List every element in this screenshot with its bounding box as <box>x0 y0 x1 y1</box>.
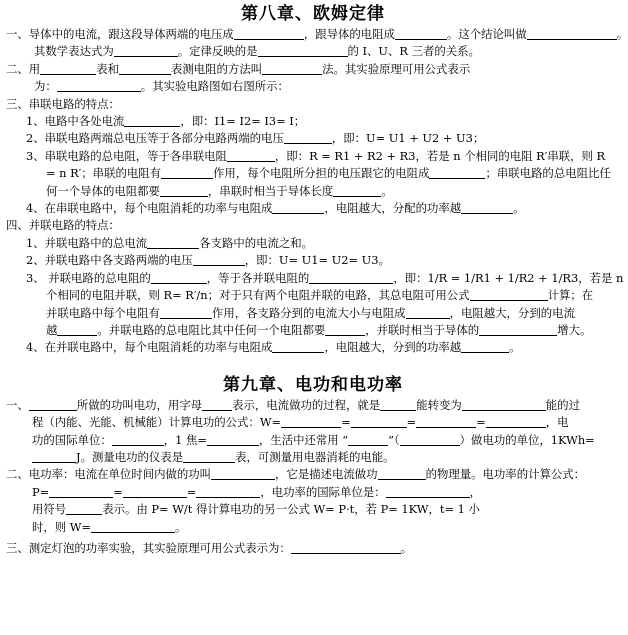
ch8-s2-line1: 二、用 表和 表测电阻的方法叫 法。其实验原理可用公式表示 <box>6 61 471 76</box>
blank[interactable] <box>193 253 245 266</box>
blank[interactable] <box>147 236 199 249</box>
ch8-s4-head: 四、并联电路的特点： <box>6 218 120 233</box>
ch8-s2-line2: 为： 。其实验电路图如右图所示： <box>34 79 289 94</box>
blank[interactable] <box>57 79 141 92</box>
blank[interactable] <box>378 467 426 480</box>
ch8-s3-p2: 2、串联电路两端总电压等于各部分电路两端的电压 ，即：U= U1 + U2 + U3； <box>26 131 485 146</box>
blank[interactable] <box>462 398 546 411</box>
blank[interactable] <box>479 323 557 336</box>
blank[interactable] <box>395 27 447 40</box>
ch8-s4-p4: 4、在并联电路中，每个电阻消耗的功率与电阻成 ，电阻越大，分到的功率越 。 <box>26 340 521 355</box>
blank[interactable] <box>49 485 113 498</box>
ch8-s3-p3-line2: = n R′；串联的电阻有 作用，每个电阻所分担的电压跟它的电阻成 ；串联电路的总电阻比任 <box>46 166 611 181</box>
blank[interactable] <box>123 485 187 498</box>
blank[interactable] <box>227 149 275 162</box>
ch9-s2-line1: 二、电功率：电流在单位时间内做的功叫 ，它是描述电流做功 的物理量。电功率的计算公式： <box>6 467 586 482</box>
ch8-s3-p1: 1、电路中各处电流 ，即：I1= I2= I3= I； <box>26 114 306 129</box>
blank[interactable] <box>119 62 171 75</box>
blank[interactable] <box>258 44 348 57</box>
ch9-s1-line2: 程（内能、光能、机械能）计算电功的公式：W= = = = ，电 <box>32 415 569 430</box>
ch9-s2-line4: 时，则 W= 。 <box>32 519 187 534</box>
blank[interactable] <box>486 415 546 428</box>
ch8-s4-p1: 1、并联电路中的总电流 各支路中的电流之和。 <box>26 235 314 250</box>
ch9-s1-line4: J。测量电功的仪表是 表，可测量用电器消耗的电能。 <box>6 449 614 466</box>
blank[interactable] <box>309 271 393 284</box>
blank[interactable] <box>400 433 460 446</box>
blank[interactable] <box>348 433 388 446</box>
blank[interactable] <box>461 340 509 353</box>
blank[interactable] <box>207 433 259 446</box>
chapter-8-title: 第八章、欧姆定律 <box>241 4 385 24</box>
blank[interactable] <box>211 467 275 480</box>
blank[interactable] <box>183 450 235 463</box>
blank[interactable] <box>161 166 213 179</box>
ch9-s3-line1: 三、测定灯泡的功率实验，其实验原理可用公式表示为： 。 <box>6 540 413 555</box>
blank[interactable] <box>234 27 304 40</box>
blank[interactable] <box>57 323 97 336</box>
ch8-s3-p4: 4、在串联电路中，每个电阻消耗的功率与电阻成 ，电阻越大，分配的功率越 。 <box>26 201 525 216</box>
blank[interactable] <box>272 340 324 353</box>
blank[interactable] <box>151 271 207 284</box>
blank[interactable] <box>284 131 332 144</box>
blank[interactable] <box>406 306 450 319</box>
blank[interactable] <box>124 114 180 127</box>
blank[interactable] <box>40 62 96 75</box>
blank[interactable] <box>325 323 365 336</box>
ch9-s2-line2: P= = = ，电功率的国际单位是： ， <box>32 484 482 499</box>
ch8-s1-line2: 其数学表达式为 。定律反映的是 的 I、U、R 三者的关系。 <box>34 44 480 59</box>
ch9-s1-line3: 功的国际单位： ，1 焦= ，生活中还常用 “ ”（ ）做电功的单位，1KWh= <box>32 432 595 447</box>
ch8-s4-p3-line4: 越 。并联电路的总电阻比其中任何一个电阻都要 ，并联时相当于导体的 增大。 <box>46 322 592 337</box>
blank[interactable] <box>114 44 178 57</box>
blank[interactable] <box>380 398 416 411</box>
blank[interactable] <box>29 398 77 411</box>
blank[interactable] <box>272 201 324 214</box>
ch8-s4-p3-line2: 个相同的电阻并联，则 R= R′/n；对于只有两个电阻并联的电路，其总电阻可用公式 计算；在 <box>46 288 594 303</box>
blank[interactable] <box>291 541 401 554</box>
ch8-s3-p3-line1: 3、串联电路的总电阻，等于各串联电阻 ，即：R = R1 + R2 + R3，若是 n 个相同的电阻 R′串联，则 R <box>26 148 606 163</box>
ch9-s1-line1: 一、 所做的功叫电功，用字母 表示，电流做功的过程，就是 能转变为 能的过 <box>6 397 580 412</box>
blank[interactable] <box>461 201 513 214</box>
blank[interactable] <box>416 415 476 428</box>
ch8-s4-p2: 2、并联电路中各支路两端的电压 ，即：U= U1= U2= U3。 <box>26 253 390 268</box>
ch8-s3-p3-line3: 何一个导体的电阻都要 ，串联时相当于导体长度 。 <box>46 183 393 198</box>
blank[interactable] <box>429 166 485 179</box>
chapter-9-title: 第九章、电功和电功率 <box>223 374 403 395</box>
ch9-s2-line3: 用符号 表示。由 P= W/t 得计算电功的另一公式 W= P·t，若 P= 1KW，t= 1 小 <box>32 502 480 517</box>
blank[interactable] <box>262 62 322 75</box>
blank[interactable] <box>202 398 232 411</box>
ch8-s1-line1: 一、导体中的电流，跟这段导体两端的电压成 ，跟导体的电阻成 。这个结论叫做 。 <box>6 27 628 41</box>
ch8-s3-head: 三、串联电路的特点： <box>6 96 120 111</box>
blank[interactable] <box>527 27 617 40</box>
blank[interactable] <box>160 184 208 197</box>
blank[interactable] <box>196 485 260 498</box>
blank[interactable] <box>281 415 341 428</box>
blank[interactable] <box>112 433 164 446</box>
blank[interactable] <box>66 502 102 515</box>
blank[interactable] <box>32 450 76 463</box>
blank[interactable] <box>351 415 407 428</box>
blank[interactable] <box>160 306 212 319</box>
blank[interactable] <box>91 520 175 533</box>
blank[interactable] <box>470 288 548 301</box>
ch8-s4-p3-line1: 3、 并联电路的总电阻的 ，等于各并联电阻的 ，即：1/R = 1/R1 + 1/R2 + 1/R3，若是 n <box>26 270 624 285</box>
blank[interactable] <box>386 485 470 498</box>
blank[interactable] <box>333 184 381 197</box>
ch8-s4-p3-line3: 并联电路中每个电阻有 作用，各支路分到的电流大小与电阻成 ，电阻越大，分到的电流 <box>46 305 575 320</box>
